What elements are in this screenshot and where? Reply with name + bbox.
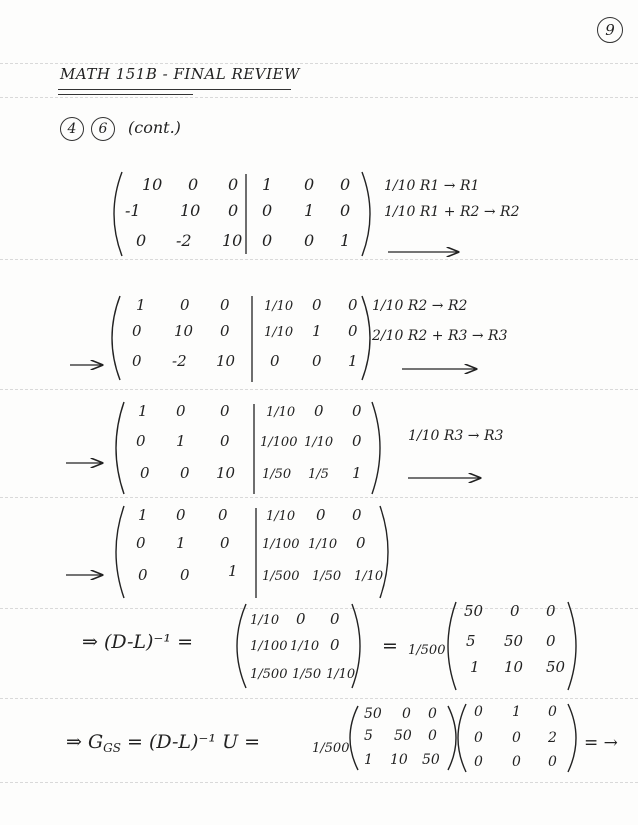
gs-lhs-text: ⇒ G <box>66 731 104 753</box>
cell: 0 <box>348 296 358 314</box>
cell: 0 <box>270 352 280 370</box>
cell: -2 <box>172 352 187 370</box>
row-operation: 1/10 R1 → R1 <box>384 178 480 194</box>
cell: 1 <box>512 704 521 720</box>
cell: 50 <box>422 752 440 768</box>
cell: 0 <box>140 464 150 482</box>
cell: 0 <box>512 730 521 746</box>
augmented-matrix-step-4 <box>66 506 388 598</box>
cell: 0 <box>220 534 230 552</box>
cell: 0 <box>428 706 437 722</box>
cell: 0 <box>474 754 483 770</box>
cell: 0 <box>352 506 362 524</box>
cell: 0 <box>474 730 483 746</box>
cell: 0 <box>512 754 521 770</box>
problem-label-4: 4 <box>60 117 84 141</box>
cell: 1/10 <box>354 569 384 584</box>
cell: 0 <box>136 432 146 450</box>
cell: 50 <box>394 728 412 744</box>
cell: 0 <box>312 296 322 314</box>
cell: 1 <box>304 201 315 220</box>
cell: 1 <box>364 752 373 768</box>
cell: 0 <box>340 201 351 220</box>
cell: 10 <box>390 752 408 768</box>
gs-mid: = (D-L)⁻¹ U = <box>120 731 261 753</box>
augmented-matrix-step-1 <box>114 172 520 256</box>
cell: 10 <box>222 231 243 250</box>
right-paren <box>362 172 370 256</box>
cell: 0 <box>132 322 142 340</box>
cell: 1/10 <box>308 537 338 552</box>
cell: 0 <box>316 506 326 524</box>
left-paren <box>350 706 358 770</box>
cell: 1/50 <box>292 667 322 682</box>
cell: 1 <box>470 658 480 676</box>
cell: 0 <box>228 175 239 194</box>
gauss-seidel-equation <box>66 704 618 772</box>
cell: 50 <box>546 658 566 676</box>
cell: 0 <box>136 231 147 250</box>
cell: 0 <box>180 464 190 482</box>
continuation-note: (cont.) <box>128 118 181 137</box>
cell: 0 <box>548 704 557 720</box>
cell: 1/5 <box>308 467 329 482</box>
page-title: MATH 151B - FINAL REVIEW <box>60 65 300 83</box>
cell: 0 <box>402 706 411 722</box>
cell: 1/50 <box>262 467 292 482</box>
cell: 50 <box>464 602 484 620</box>
continuation-arrow: = → <box>584 733 618 753</box>
cell: 0 <box>510 602 520 620</box>
cell: 0 <box>548 754 557 770</box>
cell: 1 <box>176 534 186 552</box>
cell: 0 <box>220 322 230 340</box>
cell: 1 <box>340 231 351 250</box>
cell: 1/10 <box>266 405 296 420</box>
cell: 10 <box>174 322 194 340</box>
cell: 0 <box>132 352 142 370</box>
inverse-equation <box>82 602 576 690</box>
cell: 1/100 <box>260 435 298 450</box>
cell: 0 <box>546 602 556 620</box>
right-paren <box>372 402 380 494</box>
cell: 0 <box>304 175 315 194</box>
left-paren <box>112 296 120 380</box>
row-operation: 1/10 R3 → R3 <box>408 428 504 444</box>
left-paren <box>114 172 122 256</box>
right-paren <box>568 704 576 772</box>
page-number: 9 <box>597 17 623 43</box>
cell: -1 <box>125 201 141 220</box>
row-operation: 1/10 R2 → R2 <box>372 298 468 314</box>
right-paren <box>362 296 370 380</box>
right-paren <box>568 602 576 690</box>
cell: 10 <box>142 175 163 194</box>
cell: 0 <box>138 566 148 584</box>
augmented-matrix-step-3 <box>66 402 504 494</box>
cell: 1/10 <box>264 325 294 340</box>
cell: 1/10 <box>266 509 296 524</box>
cell: 1 <box>138 506 148 524</box>
cell: 0 <box>330 610 340 628</box>
cell: 1/10 <box>290 639 320 654</box>
cell: 0 <box>352 402 362 420</box>
right-paren <box>380 506 388 598</box>
equals-sign: = <box>382 635 398 657</box>
cell: 10 <box>180 201 201 220</box>
cell: 0 <box>348 322 358 340</box>
left-paren <box>116 402 124 494</box>
cell: 0 <box>180 296 190 314</box>
cell: 50 <box>364 706 382 722</box>
right-paren <box>448 706 456 770</box>
cell: 0 <box>356 534 366 552</box>
gs-subscript: GS <box>103 741 121 755</box>
cell: -2 <box>176 231 192 250</box>
cell: 1 <box>176 432 186 450</box>
cell: 1 <box>348 352 358 370</box>
inverse-lhs: ⇒ (D-L)⁻¹ = <box>82 631 194 653</box>
cell: 1/10 <box>250 613 280 628</box>
cell: 1/50 <box>312 569 342 584</box>
cell: 1/10 <box>264 299 294 314</box>
cell: 10 <box>504 658 524 676</box>
scalar-factor: 1/500 <box>312 741 350 756</box>
cell: 0 <box>188 175 199 194</box>
cell: 1/500 <box>250 667 288 682</box>
cell: 0 <box>304 231 315 250</box>
left-paren <box>237 604 246 688</box>
cell: 0 <box>220 402 230 420</box>
cell: 1/100 <box>250 639 288 654</box>
cell: 0 <box>474 704 483 720</box>
cell: 10 <box>216 464 236 482</box>
cell: 1/500 <box>262 569 300 584</box>
cell: 50 <box>504 632 524 650</box>
cell: 1/10 <box>304 435 334 450</box>
cell: 0 <box>180 566 190 584</box>
cell: 0 <box>176 402 186 420</box>
cell: 1 <box>262 175 273 194</box>
cell: 10 <box>216 352 236 370</box>
cell: 0 <box>314 402 324 420</box>
cell: 0 <box>296 610 306 628</box>
cell: 0 <box>136 534 146 552</box>
cell: 2 <box>548 730 557 746</box>
scalar-factor: 1/500 <box>408 643 446 658</box>
left-paren <box>448 602 456 690</box>
cell: 1 <box>312 322 322 340</box>
cell: 1 <box>228 562 238 580</box>
cell: 0 <box>428 728 437 744</box>
cell: 0 <box>220 432 230 450</box>
cell: 1/10 <box>326 667 356 682</box>
cell: 0 <box>262 231 273 250</box>
cell: 1 <box>352 464 362 482</box>
row-operation: 2/10 R2 + R3 → R3 <box>372 328 508 344</box>
cell: 0 <box>312 352 322 370</box>
cell: 0 <box>546 632 556 650</box>
cell: 0 <box>352 432 362 450</box>
cell: 0 <box>262 201 273 220</box>
left-paren <box>116 506 124 598</box>
cell: 0 <box>330 636 340 654</box>
cell: 0 <box>228 201 239 220</box>
augmented-matrix-step-2 <box>70 296 508 382</box>
cell: 1 <box>138 402 148 420</box>
problem-label-6: 6 <box>91 117 115 141</box>
cell: 0 <box>176 506 186 524</box>
cell: 1/100 <box>262 537 300 552</box>
cell: 0 <box>218 506 228 524</box>
gs-lhs <box>66 731 260 755</box>
cell: 5 <box>466 632 476 650</box>
cell: 0 <box>220 296 230 314</box>
row-operation: 1/10 R1 + R2 → R2 <box>384 204 520 220</box>
cell: 5 <box>364 728 373 744</box>
left-paren <box>458 704 466 772</box>
cell: 1 <box>136 296 146 314</box>
cell: 0 <box>340 175 351 194</box>
